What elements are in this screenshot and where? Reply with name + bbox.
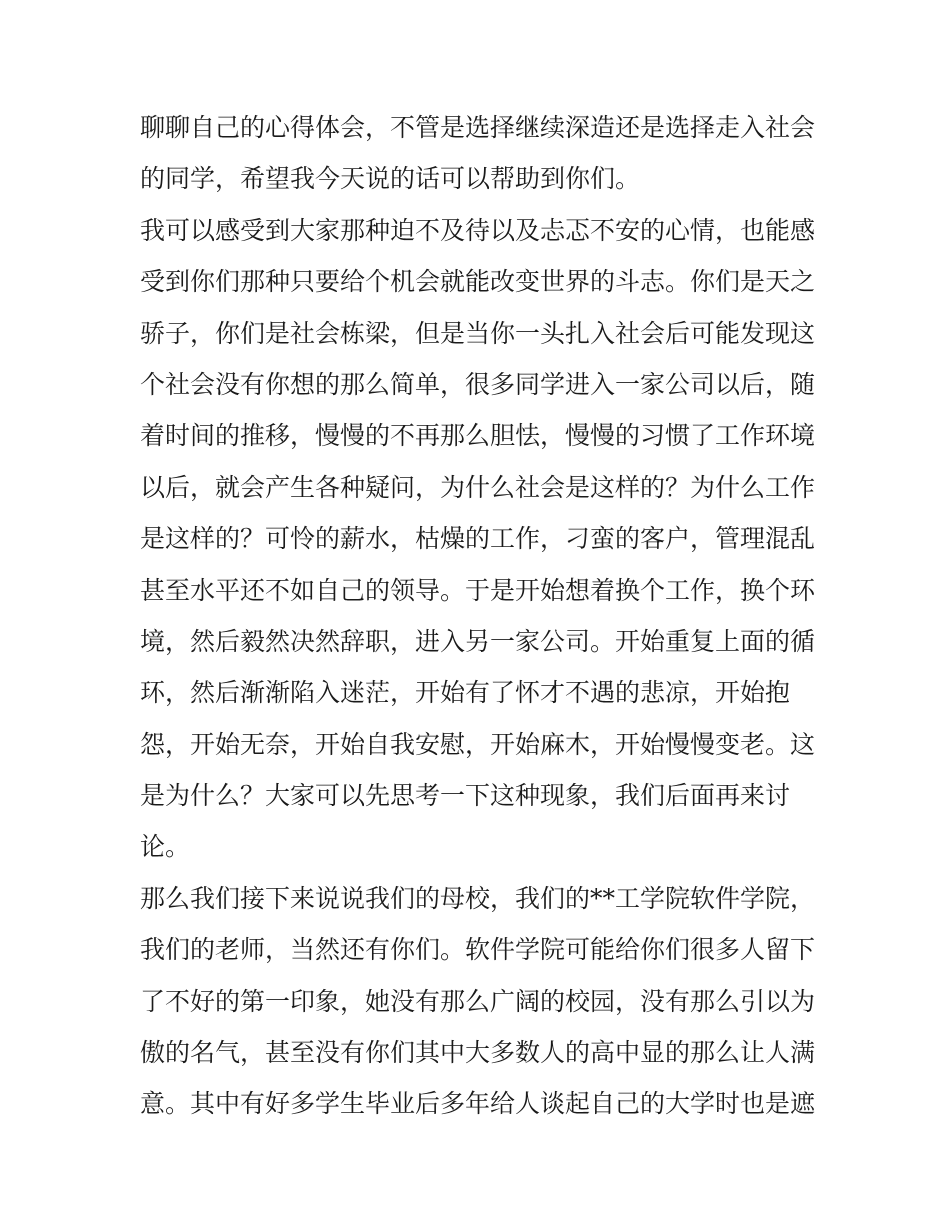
text-line: 受到你们那种只要给个机会就能改变世界的斗志。你们是天之 bbox=[140, 267, 816, 297]
text-line: 怨，开始无奈，开始自我安慰，开始麻木，开始慢慢变老。这 bbox=[140, 729, 816, 759]
text-line: 骄子，你们是社会栋梁，但是当你一头扎入社会后可能发现这 bbox=[140, 318, 816, 348]
text-line: 我们的老师，当然还有你们。软件学院可能给你们很多人留下 bbox=[140, 935, 816, 965]
text-line: 着时间的推移，慢慢的不再那么胆怯，慢慢的习惯了工作环境 bbox=[140, 421, 816, 451]
text-line: 个社会没有你想的那么简单，很多同学进入一家公司以后，随 bbox=[140, 369, 816, 399]
text-line: 环，然后渐渐陷入迷茫，开始有了怀才不遇的悲凉，开始抱 bbox=[140, 678, 791, 708]
text-line: 的同学，希望我今天说的话可以帮助到你们。 bbox=[140, 164, 641, 194]
text-line: 以后，就会产生各种疑问，为什么社会是这样的？为什么工作 bbox=[140, 472, 816, 502]
text-line: 我可以感受到大家那种迫不及待以及忐忑不安的心情，也能感 bbox=[140, 215, 816, 245]
text-line: 傲的名气，甚至没有你们其中大多数人的高中显的那么让人满 bbox=[140, 1038, 816, 1068]
text-line: 了不好的第一印象，她没有那么广阔的校园，没有那么引以为 bbox=[140, 986, 816, 1016]
text-line: 是这样的？可怜的薪水，枯燥的工作，刁蛮的客户，管理混乱 bbox=[140, 524, 816, 554]
text-line: 意。其中有好多学生毕业后多年给人谈起自己的大学时也是遮 bbox=[140, 1089, 816, 1119]
text-line: 那么我们接下来说说我们的母校，我们的**工学院软件学院， bbox=[140, 883, 816, 913]
text-line: 聊聊自己的心得体会，不管是选择继续深造还是选择走入社会 bbox=[140, 113, 816, 142]
text-line: 论。 bbox=[140, 832, 191, 862]
text-line: 甚至水平还不如自己的领导。于是开始想着换个工作，换个环 bbox=[140, 575, 816, 605]
text-line: 境，然后毅然决然辞职，进入另一家公司。开始重复上面的循 bbox=[140, 626, 816, 656]
text-line: 是为什么？大家可以先思考一下这种现象，我们后面再来讨 bbox=[140, 781, 791, 811]
body-text bbox=[140, 102, 816, 1130]
